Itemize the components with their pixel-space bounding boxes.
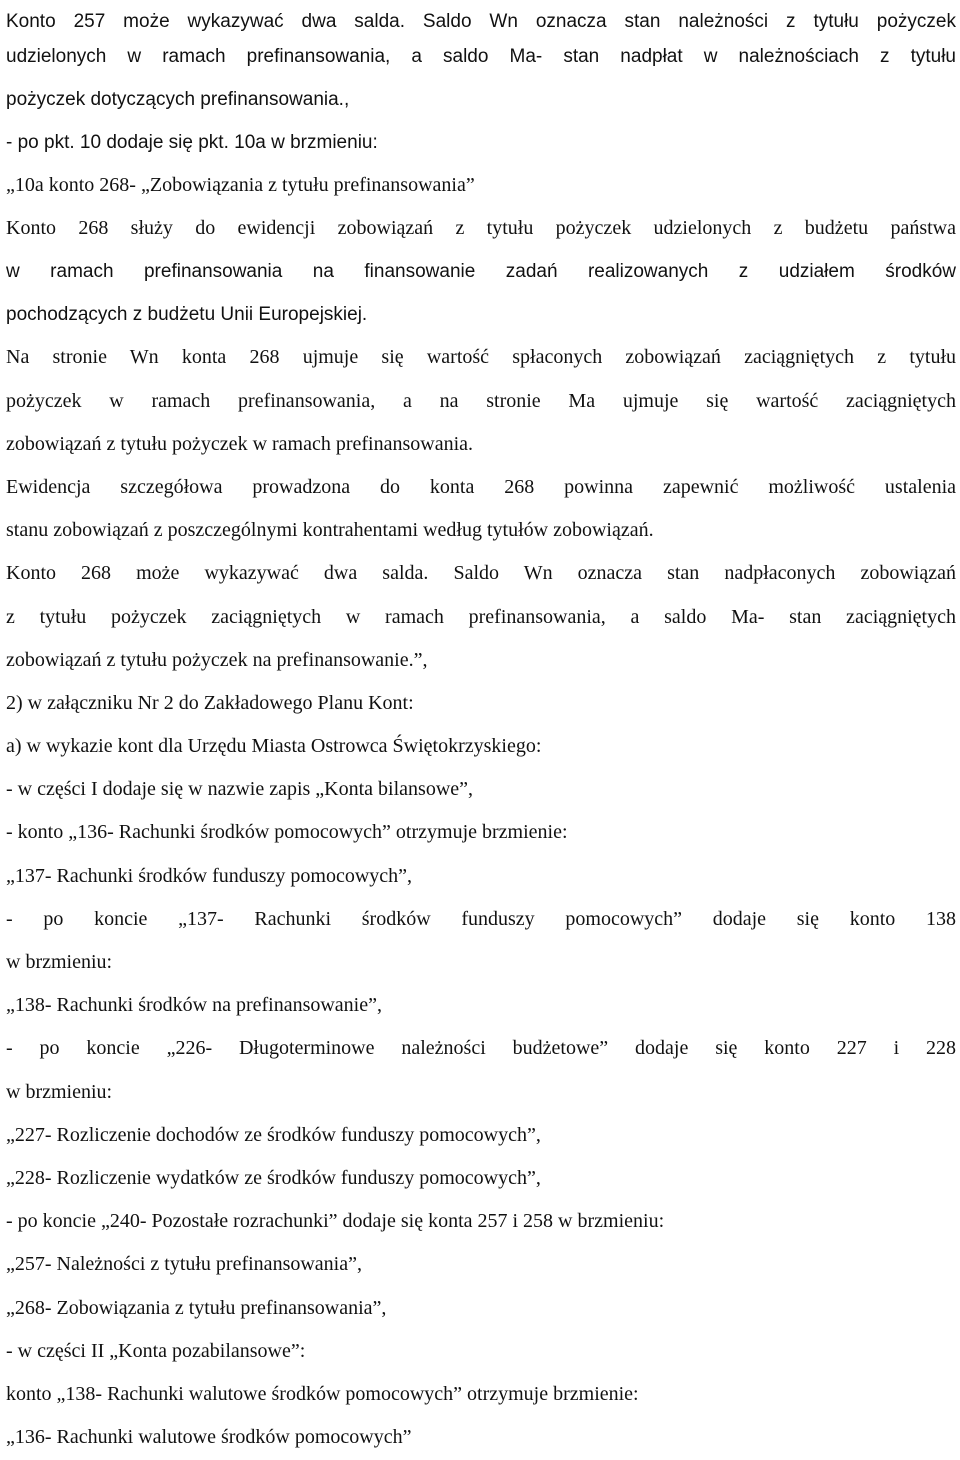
text-line: zobowiązań z tytułu pożyczek w ramach prefinansowania. [6,433,474,455]
text-line: w brzmieniu: [6,951,113,973]
text-line: - po koncie „240- Pozostałe rozrachunki” dodaje się konta 257 i 258 w brzmieniu: [6,1210,665,1232]
text-line: 2) w załączniku Nr 2 do Zakładowego Planu Kont: [6,692,414,714]
text-line: „136- Rachunki walutowe środków pomocowych” [6,1426,412,1448]
text-line: Na stronie Wn konta 268 ujmuje się wartość spłaconych zobowiązań zaciągniętych z tytułu [6,346,956,368]
text-line: w brzmieniu: [6,1081,113,1103]
text-line: - w części I dodaje się w nazwie zapis „Konta bilansowe”, [6,778,474,800]
text-line: „257- Należności z tytułu prefinansowania”, [6,1253,362,1275]
text-line: - w części II „Konta pozabilansowe”: [6,1340,306,1362]
text-line: z tytułu pożyczek zaciągniętych w ramach prefinansowania, a saldo Ma- stan zaciągniętych [6,606,956,628]
text-line: pożyczek w ramach prefinansowania, a na stronie Ma ujmuje się wartość zaciągniętych [6,390,956,412]
text-line: „138- Rachunki środków na prefinansowanie”, [6,994,382,1016]
text-line: Konto 257 może wykazywać dwa salda. Saldo Wn oznacza stan należności z tytułu pożyczek [6,11,956,32]
text-line: pochodzących z budżetu Unii Europejskiej. [6,304,368,325]
text-line: - konto „136- Rachunki środków pomocowych” otrzymuje brzmienie: [6,821,568,843]
text-line: pożyczek dotyczących prefinansowania., [6,89,350,110]
text-line: a) w wykazie kont dla Urzędu Miasta Ostrowca Świętokrzyskiego: [6,735,542,757]
text-line: - po pkt. 10 dodaje się pkt. 10a w brzmieniu: [6,132,378,153]
text-line: Konto 268 może wykazywać dwa salda. Saldo Wn oznacza stan nadpłaconych zobowiązań [6,562,956,584]
text-line: stanu zobowiązań z poszczególnymi kontrahentami według tytułów zobowiązań. [6,519,654,541]
text-line: udzielonych w ramach prefinansowania, a saldo Ma- stan nadpłat w należnościach z tytułu [6,46,956,67]
text-line: Konto 268 służy do ewidencji zobowiązań z tytułu pożyczek udzielonych z budżetu państwa [6,217,956,239]
text-line: - po koncie „137- Rachunki środków funduszy pomocowych” dodaje się konto 138 [6,908,956,930]
text-line: zobowiązań z tytułu pożyczek na prefinansowanie.”, [6,649,428,671]
text-line: konto „138- Rachunki walutowe środków pomocowych” otrzymuje brzmienie: [6,1383,639,1405]
text-line: „268- Zobowiązania z tytułu prefinansowania”, [6,1297,387,1319]
text-line: „227- Rozliczenie dochodów ze środków funduszy pomocowych”, [6,1124,541,1146]
text-line: „137- Rachunki środków funduszy pomocowych”, [6,865,413,887]
text-line: „10a konto 268- „Zobowiązania z tytułu prefinansowania” [6,174,475,196]
text-line: - po koncie „226- Długoterminowe należności budżetowe” dodaje się konto 227 i 228 [6,1037,956,1059]
text-line: w ramach prefinansowania na finansowanie zadań realizowanych z udziałem środków [6,261,956,282]
text-line: „228- Rozliczenie wydatków ze środków funduszy pomocowych”, [6,1167,541,1189]
text-line: Ewidencja szczegółowa prowadzona do konta 268 powinna zapewnić możliwość ustalenia [6,476,956,498]
